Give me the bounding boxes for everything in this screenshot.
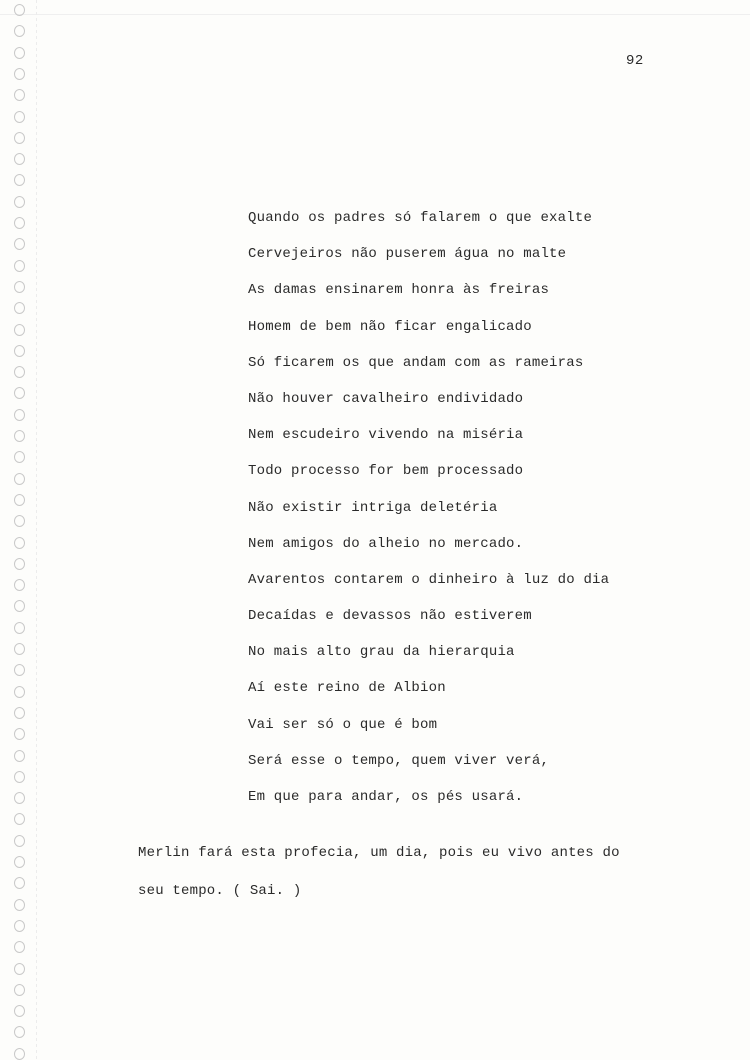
tractor-feed-perforations [14, 0, 32, 1060]
perforation-hole [14, 515, 25, 527]
verse-line: Todo processo for bem processado [248, 463, 524, 480]
perforation-hole [14, 728, 25, 740]
verse-line: Não houver cavalheiro endividado [248, 390, 524, 407]
perforation-hole [14, 345, 25, 357]
perforation-tear-line [36, 0, 37, 1060]
perforation-hole [14, 579, 25, 591]
perforation-hole [14, 132, 25, 144]
perforation-hole [14, 1048, 25, 1060]
perforation-hole [14, 89, 25, 101]
perforation-hole [14, 1005, 25, 1017]
perforation-hole [14, 25, 25, 37]
perforation-hole [14, 473, 25, 485]
verse-line: Será esse o tempo, quem viver verá, [248, 752, 550, 769]
perforation-hole [14, 813, 25, 825]
perforation-hole [14, 366, 25, 378]
perforation-hole [14, 217, 25, 229]
prose-paragraph [138, 834, 728, 910]
perforation-hole [14, 984, 25, 996]
perforation-hole [14, 111, 25, 123]
perforation-hole [14, 174, 25, 186]
perforation-hole [14, 707, 25, 719]
perforation-hole [14, 324, 25, 336]
perforation-hole [14, 664, 25, 676]
perforation-hole [14, 47, 25, 59]
verse-line: Quando os padres só falarem o que exalte [248, 210, 593, 226]
perforation-hole [14, 68, 25, 80]
verse-line: Aí este reino de Albion [248, 680, 446, 697]
perforation-hole [14, 856, 25, 868]
perforation-hole [14, 899, 25, 911]
perforation-hole [14, 877, 25, 889]
verse-line: Não existir intriga deletéria [248, 499, 498, 516]
verse-line: Nem escudeiro vivendo na miséria [248, 427, 524, 444]
perforation-hole [14, 1026, 25, 1038]
perforation-hole [14, 387, 25, 399]
perforation-hole [14, 686, 25, 698]
verse-line: As damas ensinarem honra às freiras [248, 282, 550, 299]
verse-line: Nem amigos do alheio no mercado. [248, 535, 524, 552]
verse-line: Cervejeiros não puserem água no malte [248, 246, 567, 263]
paper-top-edge [0, 14, 750, 15]
perforation-hole [14, 153, 25, 165]
perforation-hole [14, 941, 25, 953]
perforation-hole [14, 622, 25, 634]
perforation-hole [14, 260, 25, 272]
prose-line: Merlin fará esta profecia, um dia, pois eu vivo antes do [138, 845, 620, 861]
verse-line: Homem de bem não ficar engalicado [248, 318, 532, 335]
perforation-hole [14, 792, 25, 804]
prose-line: seu tempo. ( Sai. ) [138, 883, 302, 899]
perforation-hole [14, 835, 25, 847]
perforation-hole [14, 430, 25, 442]
perforation-hole [14, 643, 25, 655]
verse-line: Avarentos contarem o dinheiro à luz do dia [248, 571, 610, 588]
verse-line: No mais alto grau da hierarquia [248, 644, 515, 661]
perforation-hole [14, 771, 25, 783]
verse-line: Em que para andar, os pés usará. [248, 789, 524, 805]
perforation-hole [14, 537, 25, 549]
perforation-hole [14, 750, 25, 762]
perforation-hole [14, 196, 25, 208]
verse-line: Vai ser só o que é bom [248, 716, 438, 733]
perforation-hole [14, 558, 25, 570]
perforation-hole [14, 4, 25, 16]
verse-line: Só ficarem os que andam com as rameiras [248, 354, 584, 371]
perforation-hole [14, 238, 25, 250]
verse-line: Decaídas e devassos não estiverem [248, 608, 532, 625]
perforation-hole [14, 600, 25, 612]
perforation-hole [14, 451, 25, 463]
perforation-hole [14, 281, 25, 293]
perforation-hole [14, 920, 25, 932]
perforation-hole [14, 409, 25, 421]
perforation-hole [14, 963, 25, 975]
perforation-hole [14, 302, 25, 314]
verse-block [248, 200, 609, 815]
page-number: 92 [626, 53, 644, 69]
perforation-hole [14, 494, 25, 506]
